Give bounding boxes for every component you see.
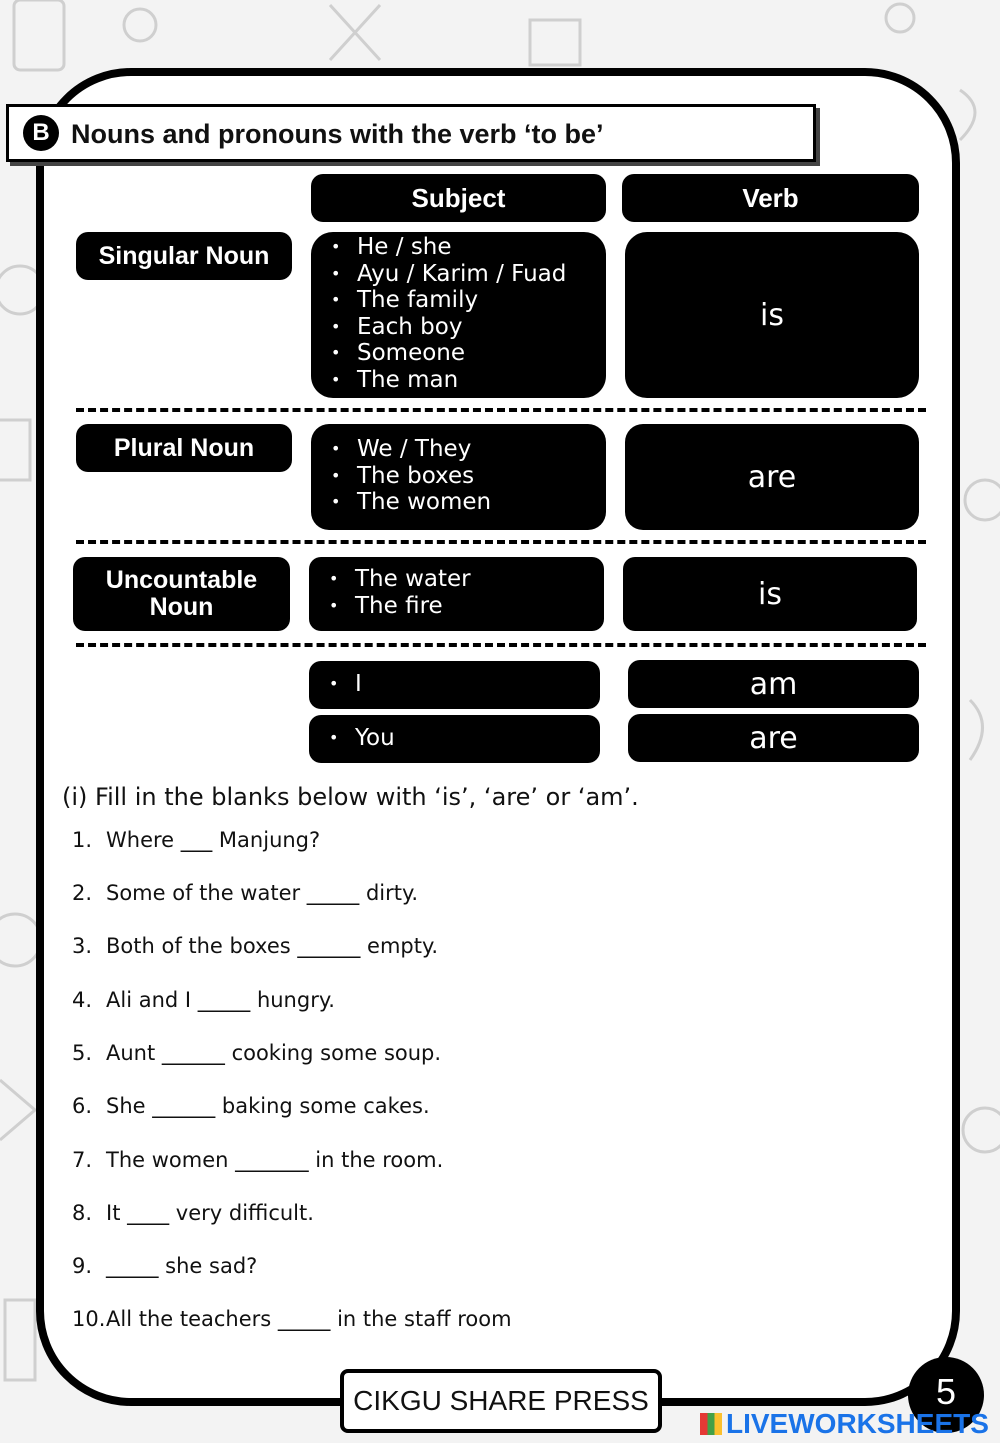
- verb-uncountable: is: [623, 557, 917, 631]
- question-number: 3.: [72, 934, 93, 958]
- question-text: Where ___ Manjung?: [106, 828, 321, 852]
- category-label: Uncountable Noun: [105, 566, 258, 621]
- list-item: • Ayu / Karim / Fuad: [357, 261, 606, 288]
- exercise-instruction: (i) Fill in the blanks below with ‘is’, ‘are’ or ‘am’.: [62, 783, 639, 811]
- verb-am: am: [628, 660, 919, 708]
- question-number: 9.: [72, 1254, 93, 1278]
- question-item: [72, 1148, 443, 1172]
- page-number: 5: [908, 1357, 984, 1433]
- list-item: • The water: [355, 566, 604, 593]
- question-item: [72, 934, 438, 958]
- divider: [76, 408, 926, 412]
- question-number: 10.: [72, 1307, 106, 1331]
- question-item: [72, 1307, 512, 1331]
- list-item: • We / They: [357, 436, 606, 463]
- category-plural-noun: Plural Noun: [76, 424, 292, 472]
- section-title: Nouns and pronouns with the verb ‘to be’: [71, 119, 604, 149]
- question-text: She ______ baking some cakes.: [106, 1094, 430, 1118]
- question-number: 1.: [72, 828, 93, 852]
- list-item: • You: [355, 725, 600, 752]
- question-text: Some of the water _____ dirty.: [106, 881, 419, 905]
- subject-list-uncountable: [309, 557, 604, 631]
- question-number: 5.: [72, 1041, 93, 1065]
- category-uncountable-noun: [73, 557, 290, 631]
- list-item: • The women: [357, 489, 606, 516]
- list-item: • Someone: [357, 340, 606, 367]
- question-text: Both of the boxes ______ empty.: [106, 934, 439, 958]
- watermark-text: LIVEWORKSHEETS: [726, 1408, 989, 1439]
- question-number: 2.: [72, 881, 93, 905]
- subject-i: [309, 661, 600, 709]
- list-item: • The family: [357, 287, 606, 314]
- subject-list-plural: [311, 424, 606, 530]
- verb-singular: is: [625, 232, 919, 398]
- divider: [76, 540, 926, 544]
- list-item: • The fire: [355, 593, 604, 620]
- divider: [76, 643, 926, 647]
- question-item: [72, 988, 335, 1012]
- verb-plural: are: [625, 424, 919, 530]
- question-item: [72, 1201, 314, 1225]
- watermark-logo[interactable]: [700, 1408, 989, 1440]
- question-number: 7.: [72, 1148, 93, 1172]
- question-item: [72, 881, 418, 905]
- publisher-label: CIKGU SHARE PRESS: [340, 1369, 662, 1433]
- question-text: Ali and I _____ hungry.: [106, 988, 335, 1012]
- question-item: [72, 1254, 257, 1278]
- question-item: [72, 1094, 430, 1118]
- question-number: 8.: [72, 1201, 93, 1225]
- list-item: • He / she: [357, 234, 606, 261]
- question-number: 4.: [72, 988, 93, 1012]
- question-text: _____ she sad?: [106, 1254, 258, 1278]
- question-text: The women _______ in the room.: [106, 1148, 444, 1172]
- column-header-verb: Verb: [622, 174, 919, 222]
- liveworksheets-logo-icon: [700, 1413, 722, 1435]
- category-singular-noun: Singular Noun: [76, 232, 292, 280]
- verb-are: are: [628, 714, 919, 762]
- list-item: • I: [355, 671, 600, 698]
- section-header: [6, 104, 816, 162]
- list-item: • The boxes: [357, 463, 606, 490]
- list-item: • Each boy: [357, 314, 606, 341]
- question-text: All the teachers _____ in the staff room: [106, 1307, 512, 1331]
- question-text: It ____ very difficult.: [106, 1201, 314, 1225]
- question-item: [72, 828, 320, 852]
- section-badge: B: [23, 115, 59, 151]
- subject-list-singular: [311, 232, 606, 398]
- question-text: Aunt ______ cooking some soup.: [106, 1041, 442, 1065]
- subject-you: [309, 715, 600, 763]
- list-item: • The man: [357, 367, 606, 394]
- question-item: [72, 1041, 441, 1065]
- column-header-subject: Subject: [311, 174, 606, 222]
- question-number: 6.: [72, 1094, 93, 1118]
